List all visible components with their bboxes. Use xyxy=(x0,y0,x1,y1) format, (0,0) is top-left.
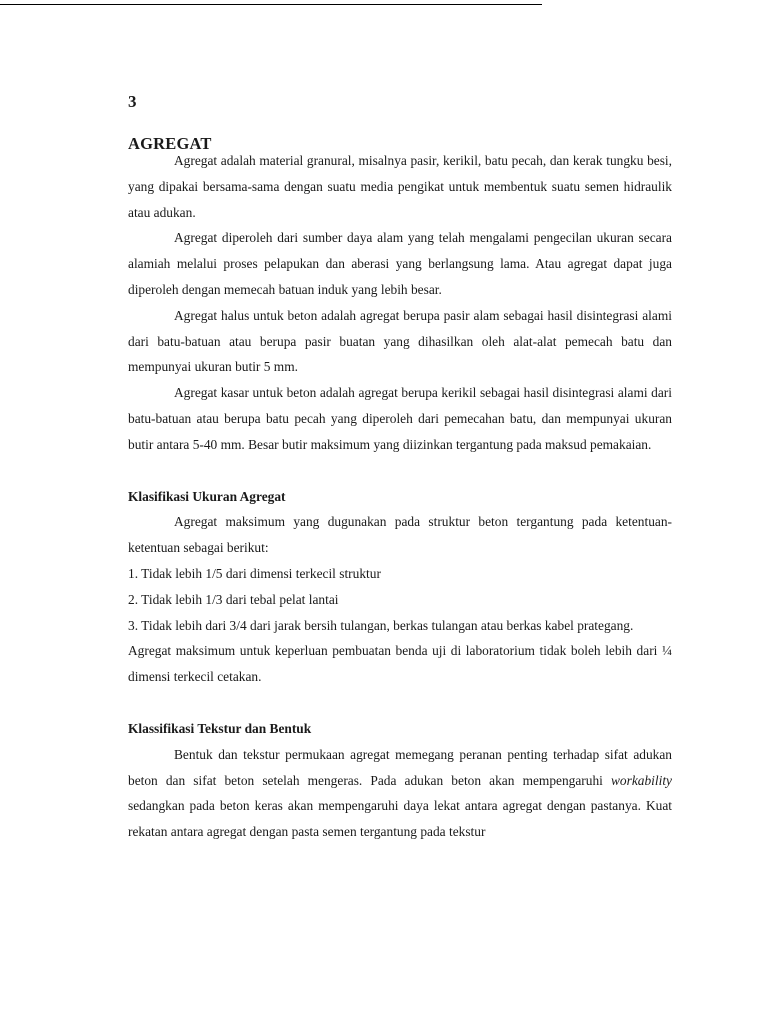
section-heading-tekstur: Klassifikasi Tekstur dan Bentuk xyxy=(128,720,312,736)
intro-paragraph-1: Agregat adalah material granural, misalnya pasir, kerikil, batu pecah, dan kerak tungku besi, yang dipakai bersama-sama dengan suatu media pengikat untuk membentuk suatu semen hidraulik atau adukan. xyxy=(128,153,672,220)
ukuran-list-item-2: 2. Tidak lebih 1/3 dari tebal pelat lantai xyxy=(128,591,339,607)
tekstur-paragraph xyxy=(128,742,672,845)
tekstur-text-before: Bentuk dan tekstur permukaan agregat memegang peranan penting terhadap sifat adukan beton dan sifat beton setelah mengeras. Pada adukan beton akan mempengaruhi xyxy=(128,746,672,788)
section-heading-ukuran: Klasifikasi Ukuran Agregat xyxy=(128,488,286,504)
intro-paragraph-4: Agregat kasar untuk beton adalah agregat berupa kerikil sebagai hasil disintegrasi alami dari batu-batuan atau berupa batu pecah yang diperoleh dari pemecahan batu, dan mempunyai ukuran butir antara 5-40 mm. Besar butir maksimum yang diizinkan tergantung pada maksud pemakaian. xyxy=(128,385,672,452)
tekstur-text-after: sedangkan pada beton keras akan mempengaruhi daya lekat antara agregat dengan pastanya. Kuat rekatan antara agregat dengan pasta semen tergantung pada tekstur xyxy=(128,798,672,840)
ukuran-list-item-3: 3. Tidak lebih dari 3/4 dari jarak bersih tulangan, berkas tulangan atau berkas kabel prategang. xyxy=(128,617,634,633)
chapter-number: 3 xyxy=(128,92,137,111)
ukuran-intro-paragraph: Agregat maksimum yang dugunakan pada struktur beton tergantung pada ketentuan-ketentuan sebagai berikut: xyxy=(128,514,672,556)
intro-paragraph-2: Agregat diperoleh dari sumber daya alam yang telah mengalami pengecilan ukuran secara alamiah melalui proses pelapukan dan aberasi yang berlangsung lama. Atau agregat dapat juga diperoleh dengan memecah batuan induk yang lebih besar. xyxy=(128,230,672,297)
header-rule xyxy=(0,4,542,5)
chapter-title: AGREGAT xyxy=(128,134,212,153)
tekstur-italic-term: workability xyxy=(611,772,672,788)
ukuran-closing-paragraph: Agregat maksimum untuk keperluan pembuatan benda uji di laboratorium tidak boleh lebih dari ¼ dimensi terkecil cetakan. xyxy=(128,643,672,685)
ukuran-list-item-1: 1. Tidak lebih 1/5 dari dimensi terkecil struktur xyxy=(128,565,381,581)
intro-paragraph-3: Agregat halus untuk beton adalah agregat berupa pasir alam sebagai hasil disintegrasi alami dari batu-batuan atau berupa pasir buatan yang dihasilkan oleh alat-alat pemecah batu dan mempunyai ukuran butir 5 mm. xyxy=(128,307,672,375)
document-page xyxy=(128,92,672,845)
